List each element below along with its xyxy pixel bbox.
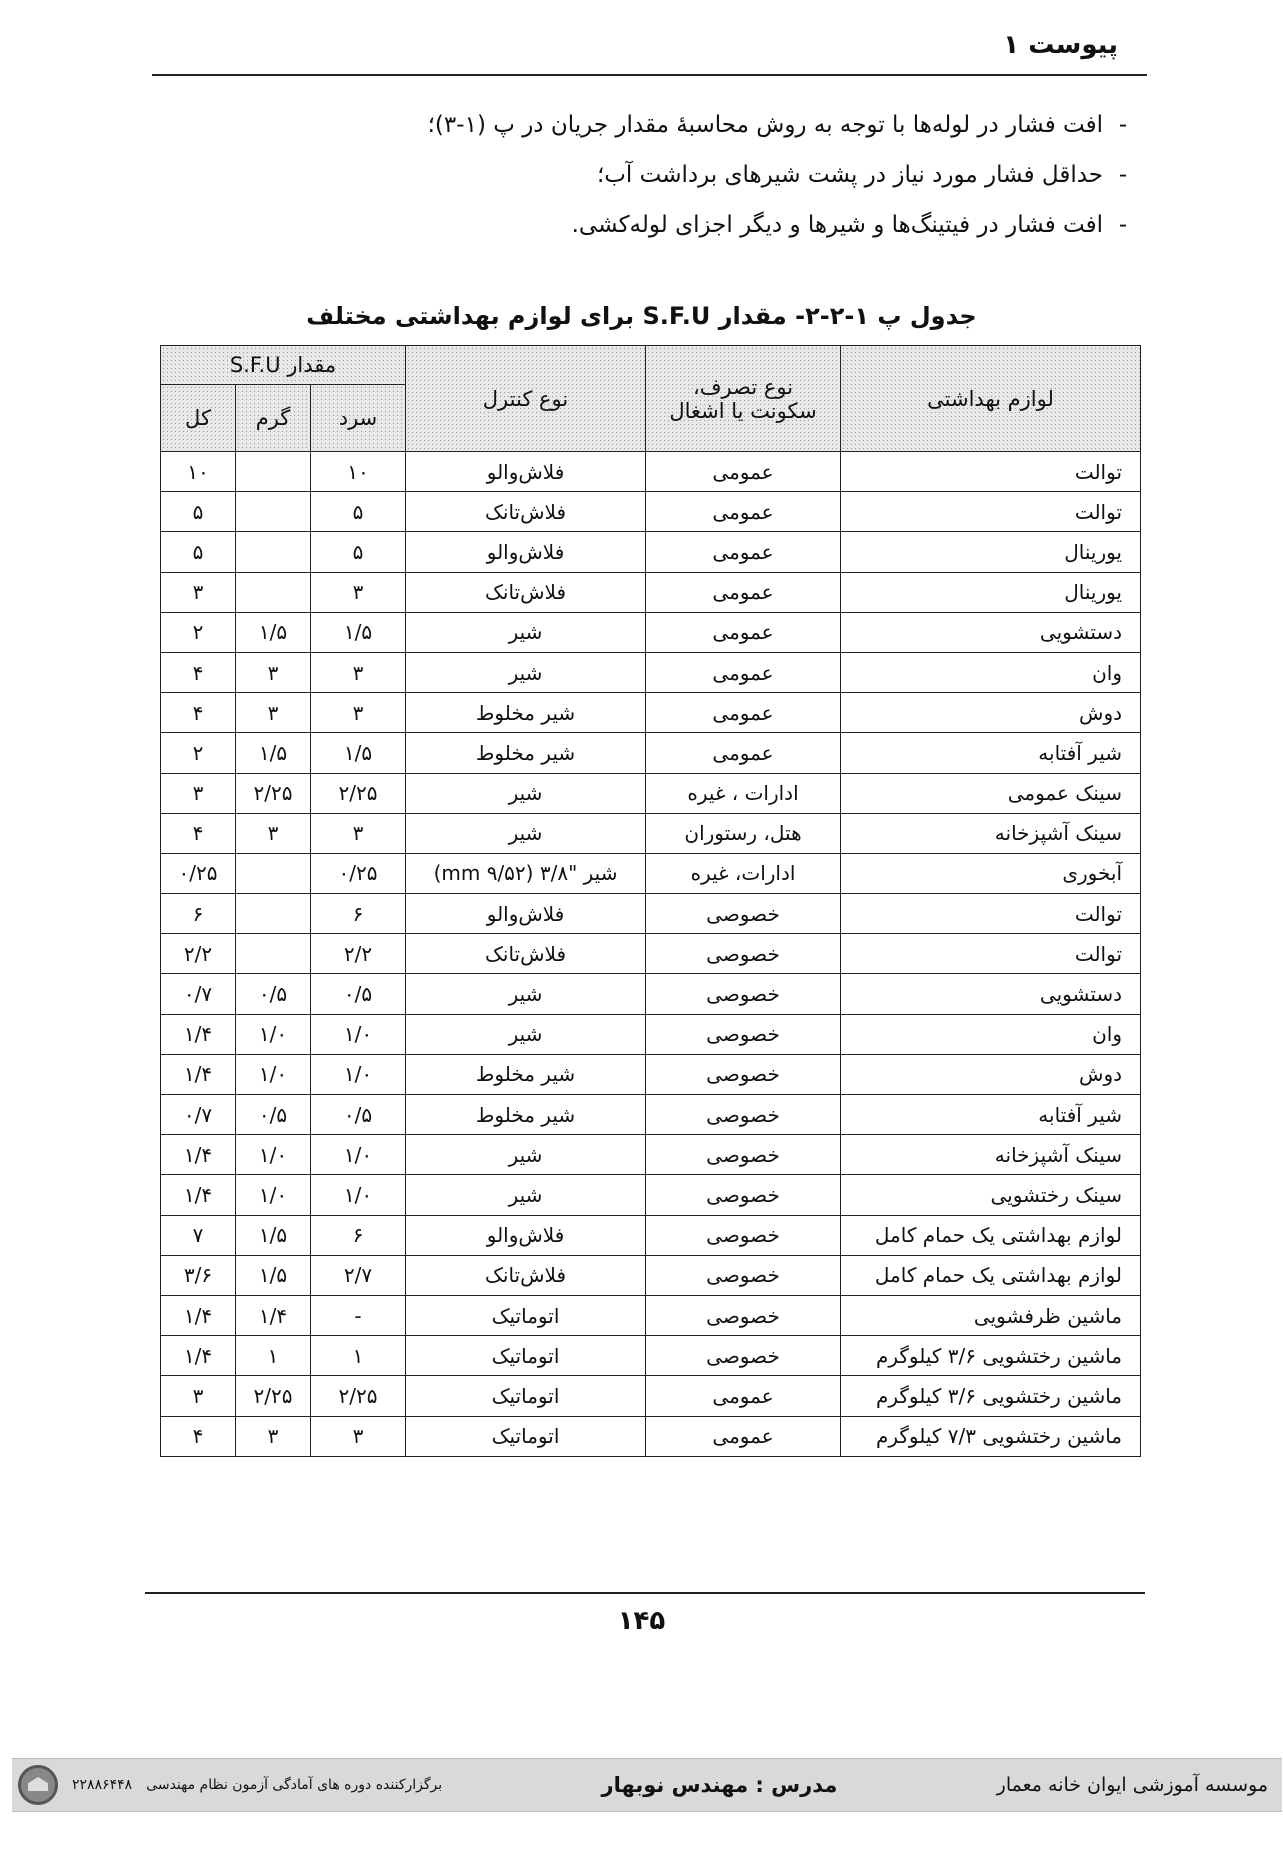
footer-phone: ۲۲۸۸۶۴۴۸ xyxy=(72,1777,133,1793)
cell-total: ۷ xyxy=(161,1215,236,1255)
cell-control: فلاش‌والو xyxy=(406,1215,646,1255)
cell-fixture: توالت xyxy=(841,492,1141,532)
cell-cold: ۰/۲۵ xyxy=(311,853,406,893)
cell-cold: ۶ xyxy=(311,894,406,934)
cell-cold: ۱/۰ xyxy=(311,1175,406,1215)
cell-fixture: سینک عمومی xyxy=(841,773,1141,813)
col-header-hot: گرم xyxy=(236,385,311,452)
cell-cold: ۵ xyxy=(311,532,406,572)
cell-cold: ۱۰ xyxy=(311,452,406,492)
cell-hot: ۱ xyxy=(236,1336,311,1376)
cell-usage: ادارات ، غیره xyxy=(646,773,841,813)
cell-control: شیر xyxy=(406,813,646,853)
table-row xyxy=(161,934,1141,974)
cell-control: شیر مخلوط xyxy=(406,693,646,733)
cell-usage: عمومی xyxy=(646,492,841,532)
cell-hot: ۰/۵ xyxy=(236,974,311,1014)
cell-fixture: لوازم بهداشتی یک حمام کامل xyxy=(841,1255,1141,1295)
cell-total: ۵ xyxy=(161,532,236,572)
cell-total: ۴ xyxy=(161,1416,236,1456)
cell-total: ۲ xyxy=(161,733,236,773)
cell-control: فلاش‌تانک xyxy=(406,492,646,532)
cell-hot xyxy=(236,532,311,572)
cell-total: ۳ xyxy=(161,773,236,813)
cell-control: شیر xyxy=(406,652,646,692)
cell-fixture: دوش xyxy=(841,693,1141,733)
cell-fixture: دستشویی xyxy=(841,612,1141,652)
table-row xyxy=(161,532,1141,572)
table-row xyxy=(161,1175,1141,1215)
cell-hot: ۱/۵ xyxy=(236,1215,311,1255)
cell-hot: ۱/۰ xyxy=(236,1135,311,1175)
cell-control: شیر xyxy=(406,1014,646,1054)
cell-total: ۱/۴ xyxy=(161,1336,236,1376)
cell-fixture: آبخوری xyxy=(841,853,1141,893)
footer-organizer-group xyxy=(12,1765,442,1805)
cell-control: اتوماتیک xyxy=(406,1336,646,1376)
table-row xyxy=(161,1376,1141,1416)
cell-usage: خصوصی xyxy=(646,1054,841,1094)
cell-fixture: وان xyxy=(841,1014,1141,1054)
page-number: ۱۴۵ xyxy=(617,1606,666,1636)
cell-usage: هتل، رستوران xyxy=(646,813,841,853)
table-row xyxy=(161,974,1141,1014)
cell-usage: ادارات، غیره xyxy=(646,853,841,893)
cell-total: ۲ xyxy=(161,612,236,652)
cell-fixture: دستشویی xyxy=(841,974,1141,1014)
col-header-fixture: لوازم بهداشتی xyxy=(841,346,1141,452)
bullet-text: افت فشار در لوله‌ها با توجه به روش محاسبهٔ مقدار جریان در پ (۱-۳)؛ xyxy=(427,112,1103,138)
cell-hot: ۱/۰ xyxy=(236,1014,311,1054)
cell-fixture: شیر آفتابه xyxy=(841,1095,1141,1135)
bullet-item xyxy=(143,200,1143,250)
table-header xyxy=(161,346,1141,452)
cell-fixture: ماشین ظرفشویی xyxy=(841,1295,1141,1335)
cell-total: ۰/۲۵ xyxy=(161,853,236,893)
cell-usage: خصوصی xyxy=(646,1014,841,1054)
cell-usage: خصوصی xyxy=(646,974,841,1014)
table-row xyxy=(161,1255,1141,1295)
cell-usage: خصوصی xyxy=(646,1095,841,1135)
cell-total: ۴ xyxy=(161,693,236,733)
table-row xyxy=(161,1135,1141,1175)
cell-hot xyxy=(236,853,311,893)
cell-control: فلاش‌تانک xyxy=(406,572,646,612)
cell-control: فلاش‌والو xyxy=(406,532,646,572)
bullet-text: افت فشار در فیتینگ‌ها و شیرها و دیگر اجزای لوله‌کشی. xyxy=(571,212,1103,238)
cell-usage: عمومی xyxy=(646,612,841,652)
cell-hot xyxy=(236,572,311,612)
cell-total: ۳ xyxy=(161,1376,236,1416)
cell-usage: عمومی xyxy=(646,452,841,492)
cell-cold: ۱ xyxy=(311,1336,406,1376)
cell-cold: ۰/۵ xyxy=(311,974,406,1014)
cell-cold: ۲/۷ xyxy=(311,1255,406,1295)
cell-cold: ۳ xyxy=(311,813,406,853)
cell-hot: ۲/۲۵ xyxy=(236,773,311,813)
bullet-list xyxy=(143,100,1143,250)
cell-fixture: توالت xyxy=(841,452,1141,492)
cell-hot xyxy=(236,452,311,492)
col-header-sfu-group: مقدار S.F.U xyxy=(161,346,406,385)
bullet-marker: - xyxy=(1118,112,1128,138)
cell-fixture: لوازم بهداشتی یک حمام کامل xyxy=(841,1215,1141,1255)
cell-control: شیر xyxy=(406,612,646,652)
cell-fixture: دوش xyxy=(841,1054,1141,1094)
cell-control: شیر xyxy=(406,974,646,1014)
cell-usage: خصوصی xyxy=(646,1215,841,1255)
cell-usage: خصوصی xyxy=(646,1255,841,1295)
cell-hot: ۱/۰ xyxy=(236,1054,311,1094)
col-header-cold: سرد xyxy=(311,385,406,452)
cell-total: ۴ xyxy=(161,813,236,853)
cell-control: شیر xyxy=(406,1135,646,1175)
col-header-usage-line2: سکونت یا اشغال xyxy=(669,398,817,423)
cell-usage: عمومی xyxy=(646,733,841,773)
cell-total: ۱/۴ xyxy=(161,1054,236,1094)
table-row xyxy=(161,1014,1141,1054)
cell-total: ۰/۷ xyxy=(161,974,236,1014)
table-row xyxy=(161,1336,1141,1376)
table-body xyxy=(161,452,1141,1457)
cell-hot: ۱/۵ xyxy=(236,1255,311,1295)
cell-control: اتوماتیک xyxy=(406,1416,646,1456)
cell-total: ۱/۴ xyxy=(161,1014,236,1054)
cell-fixture: ماشین رختشویی ۳/۶ کیلوگرم xyxy=(841,1376,1141,1416)
cell-control: شیر مخلوط xyxy=(406,733,646,773)
footer-instructor: مدرس : مهندس نوبهار xyxy=(601,1773,838,1797)
cell-cold: ۲/۲ xyxy=(311,934,406,974)
cell-control: شیر xyxy=(406,1175,646,1215)
cell-control: شیر مخلوط xyxy=(406,1095,646,1135)
cell-fixture: سینک آشپزخانه xyxy=(841,1135,1141,1175)
institute-logo-icon xyxy=(18,1765,58,1805)
bullet-item xyxy=(143,100,1143,150)
cell-total: ۶ xyxy=(161,894,236,934)
table-row xyxy=(161,894,1141,934)
cell-usage: خصوصی xyxy=(646,894,841,934)
table-row xyxy=(161,572,1141,612)
table-row xyxy=(161,733,1141,773)
cell-total: ۱۰ xyxy=(161,452,236,492)
cell-fixture: توالت xyxy=(841,934,1141,974)
cell-cold: ۰/۵ xyxy=(311,1095,406,1135)
cell-control: اتوماتیک xyxy=(406,1376,646,1416)
cell-fixture: یورینال xyxy=(841,532,1141,572)
cell-usage: عمومی xyxy=(646,1416,841,1456)
bullet-marker: - xyxy=(1118,162,1128,188)
cell-total: ۳ xyxy=(161,572,236,612)
cell-hot: ۳ xyxy=(236,652,311,692)
bullet-item xyxy=(143,150,1143,200)
cell-fixture: ماشین رختشویی ۷/۳ کیلوگرم xyxy=(841,1416,1141,1456)
cell-control: فلاش‌والو xyxy=(406,452,646,492)
bullet-marker: - xyxy=(1118,212,1128,238)
cell-fixture: سینک آشپزخانه xyxy=(841,813,1141,853)
cell-usage: عمومی xyxy=(646,693,841,733)
cell-usage: عمومی xyxy=(646,1376,841,1416)
cell-cold: - xyxy=(311,1295,406,1335)
cell-usage: خصوصی xyxy=(646,934,841,974)
footer-organizer: برگزارکننده دوره های آمادگی آزمون نظام مهندسی xyxy=(146,1777,443,1793)
cell-total: ۱/۴ xyxy=(161,1295,236,1335)
cell-control: اتوماتیک xyxy=(406,1295,646,1335)
cell-cold: ۲/۲۵ xyxy=(311,773,406,813)
cell-cold: ۳ xyxy=(311,572,406,612)
table-row xyxy=(161,1416,1141,1456)
cell-cold: ۱/۰ xyxy=(311,1135,406,1175)
cell-hot: ۱/۵ xyxy=(236,612,311,652)
table-row xyxy=(161,773,1141,813)
cell-cold: ۳ xyxy=(311,1416,406,1456)
header-rule xyxy=(152,74,1147,76)
table-row xyxy=(161,1215,1141,1255)
cell-cold: ۱/۰ xyxy=(311,1054,406,1094)
cell-hot: ۲/۲۵ xyxy=(236,1376,311,1416)
cell-control: شیر مخلوط xyxy=(406,1054,646,1094)
cell-cold: ۱/۵ xyxy=(311,612,406,652)
cell-usage: خصوصی xyxy=(646,1295,841,1335)
cell-cold: ۲/۲۵ xyxy=(311,1376,406,1416)
bullet-text: حداقل فشار مورد نیاز در پشت شیرهای برداشت آب؛ xyxy=(596,162,1103,188)
cell-total: ۰/۷ xyxy=(161,1095,236,1135)
cell-fixture: ماشین رختشویی ۳/۶ کیلوگرم xyxy=(841,1336,1141,1376)
table-caption: جدول پ ۱-۲-۲- مقدار S.F.U برای لوازم بهداشتی مختلف xyxy=(306,302,977,330)
cell-hot: ۱/۴ xyxy=(236,1295,311,1335)
cell-cold: ۵ xyxy=(311,492,406,532)
table-row xyxy=(161,612,1141,652)
cell-cold: ۶ xyxy=(311,1215,406,1255)
cell-total: ۳/۶ xyxy=(161,1255,236,1295)
cell-total: ۵ xyxy=(161,492,236,532)
cell-control: فلاش‌والو xyxy=(406,894,646,934)
cell-hot: ۳ xyxy=(236,693,311,733)
cell-cold: ۳ xyxy=(311,652,406,692)
cell-fixture: شیر آفتابه xyxy=(841,733,1141,773)
cell-total: ۲/۲ xyxy=(161,934,236,974)
cell-fixture: سینک رختشویی xyxy=(841,1175,1141,1215)
footer-rule xyxy=(145,1592,1145,1594)
table-row xyxy=(161,813,1141,853)
cell-total: ۱/۴ xyxy=(161,1175,236,1215)
table-row xyxy=(161,1295,1141,1335)
table-row xyxy=(161,492,1141,532)
cell-control: فلاش‌تانک xyxy=(406,1255,646,1295)
cell-usage: عمومی xyxy=(646,532,841,572)
col-header-usage xyxy=(646,346,841,452)
cell-hot: ۳ xyxy=(236,813,311,853)
cell-control: شیر "۳/۸ (۹/۵۲ mm) xyxy=(406,853,646,893)
footer-bar xyxy=(12,1758,1282,1812)
table-row xyxy=(161,1054,1141,1094)
cell-total: ۴ xyxy=(161,652,236,692)
cell-fixture: وان xyxy=(841,652,1141,692)
cell-usage: خصوصی xyxy=(646,1336,841,1376)
col-header-total: کل xyxy=(161,385,236,452)
table-row xyxy=(161,452,1141,492)
cell-cold: ۱/۵ xyxy=(311,733,406,773)
footer-institute: موسسه آموزشی ایوان خانه معمار xyxy=(996,1774,1268,1796)
cell-usage: عمومی xyxy=(646,652,841,692)
table-row xyxy=(161,853,1141,893)
table-row xyxy=(161,693,1141,733)
col-header-control: نوع کنترل xyxy=(406,346,646,452)
cell-usage: عمومی xyxy=(646,572,841,612)
page-header-title: پیوست ۱ xyxy=(1003,30,1118,60)
cell-total: ۱/۴ xyxy=(161,1135,236,1175)
cell-usage: خصوصی xyxy=(646,1175,841,1215)
cell-cold: ۱/۰ xyxy=(311,1014,406,1054)
cell-fixture: یورینال xyxy=(841,572,1141,612)
table-row xyxy=(161,1095,1141,1135)
col-header-usage-line1: نوع تصرف، xyxy=(692,374,794,399)
table-row xyxy=(161,652,1141,692)
sfu-table xyxy=(160,345,1141,1457)
cell-hot: ۱/۰ xyxy=(236,1175,311,1215)
cell-hot xyxy=(236,934,311,974)
cell-control: فلاش‌تانک xyxy=(406,934,646,974)
cell-hot: ۳ xyxy=(236,1416,311,1456)
cell-fixture: توالت xyxy=(841,894,1141,934)
cell-usage: خصوصی xyxy=(646,1135,841,1175)
cell-cold: ۳ xyxy=(311,693,406,733)
cell-control: شیر xyxy=(406,773,646,813)
cell-hot: ۰/۵ xyxy=(236,1095,311,1135)
cell-hot: ۱/۵ xyxy=(236,733,311,773)
cell-hot xyxy=(236,492,311,532)
cell-hot xyxy=(236,894,311,934)
